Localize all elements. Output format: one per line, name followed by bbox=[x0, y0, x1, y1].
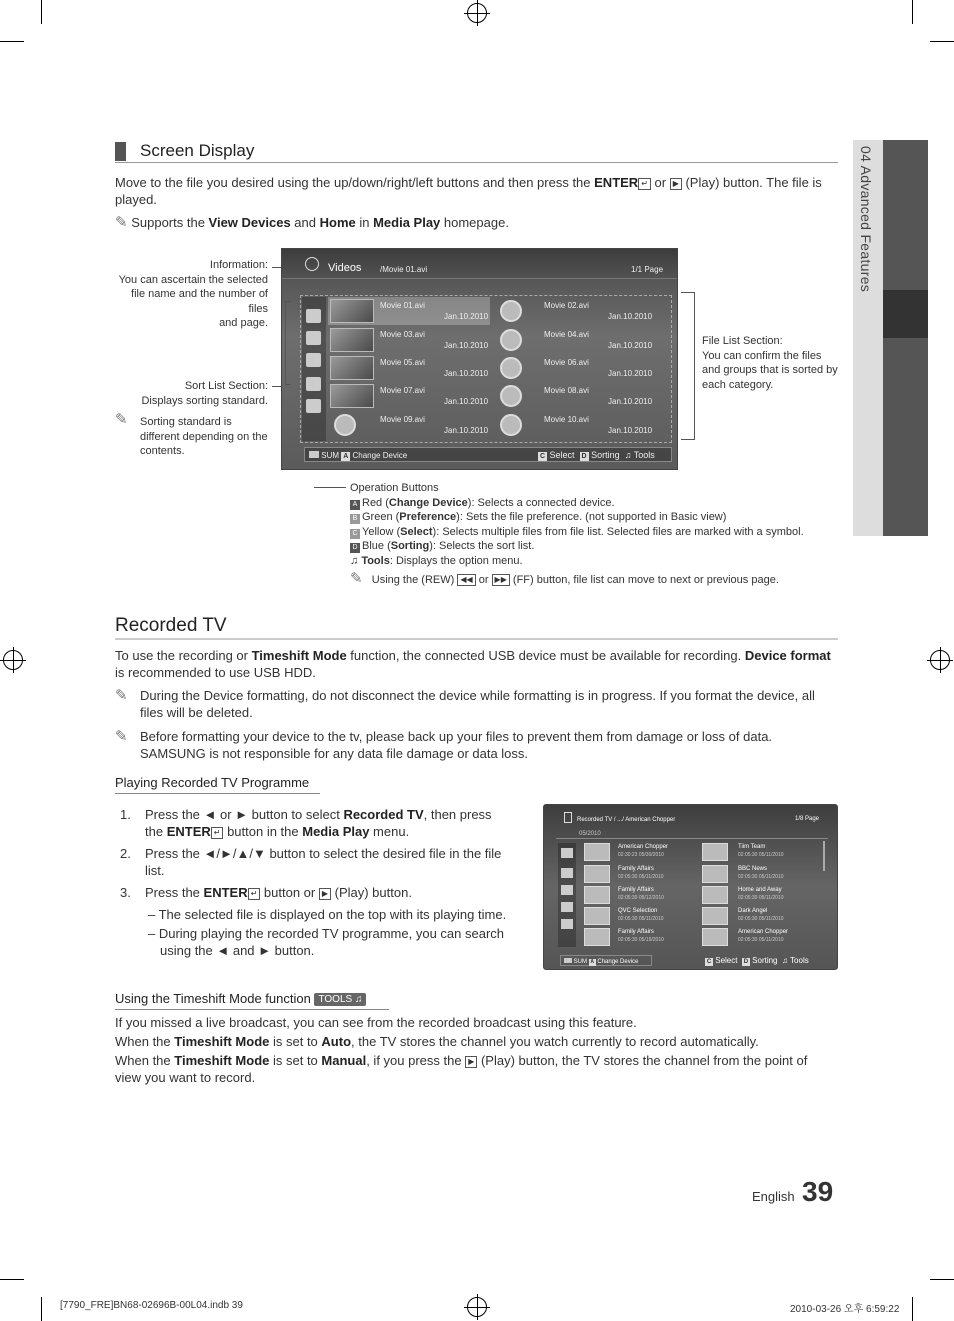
crop-mark bbox=[41, 0, 42, 24]
note-pencil-icon: ✎ bbox=[115, 411, 128, 428]
enter-icon: ↵ bbox=[638, 178, 651, 190]
file-item[interactable]: Movie 08.avi Jan.10.2010 bbox=[494, 382, 664, 410]
sort-list[interactable] bbox=[302, 297, 326, 441]
file-item[interactable]: Movie 01.avi Jan.10.2010 bbox=[328, 297, 490, 325]
page-indicator: 1/1 Page bbox=[631, 265, 664, 274]
recorded-tv-note-2: ✎ Before formatting your device to the tv, please back up your files to prevent them from damage or loss of data. SAMSUNG is not responsible for any data file damage or data loss. bbox=[115, 728, 773, 761]
registration-mark-icon bbox=[467, 1297, 487, 1317]
operation-bar: SUM A Change Device bbox=[560, 955, 652, 966]
list-icon[interactable] bbox=[306, 331, 321, 345]
film-reel-icon bbox=[500, 385, 522, 407]
file-path: Recorded TV / .../ American Chopper bbox=[577, 817, 676, 823]
subheading-playing-recorded-tv: Playing Recorded TV Programme bbox=[115, 775, 320, 794]
screen-display-intro: Move to the file you desired using the up/down/right/left buttons and then press the ENTER ↵ or ▶ (Play) button. The file is played. bbox=[115, 175, 822, 207]
chapter-label: 04 Advanced Features bbox=[858, 146, 874, 293]
enter-icon: ↵ bbox=[211, 827, 224, 839]
file-list-annotation: File List Section: You can confirm the files and groups that is sorted by each category. bbox=[702, 335, 838, 391]
screen-display-note: ✎ Supports the View Devices and Home in Media Play homepage. bbox=[115, 214, 509, 231]
folder-icon[interactable] bbox=[306, 309, 321, 323]
subheading-timeshift: Using the Timeshift Mode function TOOLS ♫ bbox=[115, 991, 389, 1010]
registration-mark-icon bbox=[3, 650, 23, 670]
file-item[interactable]: Movie 05.avi Jan.10.2010 bbox=[328, 354, 490, 382]
list-icon bbox=[561, 848, 573, 858]
sort-list-annotation: Sort List Section: Displays sorting standard. bbox=[141, 380, 268, 407]
footer-language: English bbox=[752, 1189, 795, 1204]
registration-mark-icon bbox=[467, 3, 487, 23]
star-icon bbox=[561, 919, 573, 929]
film-reel-icon bbox=[500, 414, 522, 436]
section-heading-recorded-tv: Recorded TV bbox=[115, 615, 838, 640]
calendar-icon[interactable] bbox=[306, 353, 321, 367]
scrollbar[interactable] bbox=[823, 841, 825, 871]
change-device-button[interactable]: Change Device bbox=[597, 959, 639, 965]
film-reel-icon bbox=[500, 300, 522, 322]
channel-icon bbox=[561, 902, 573, 912]
note-pencil-icon: ✎ bbox=[115, 687, 128, 704]
information-annotation: Information: You can ascertain the selected file name and the number of files and page. bbox=[118, 259, 268, 329]
operation-buttons: Operation Buttons A Red (Change Device): Selects a connected device. B Green (Preference): Sets the file preference. (not supported in Basic view) C Yellow (Select): Selects multiple files from file list. Selected files are marked with a symbol. D Blue (Sorting): Selects the sort list. ♫ Tools: Displays the option menu. ✎ Using the (REW) ◀◀ or ▶▶ (FF) button, file list can move to next or previous page. bbox=[350, 482, 804, 587]
tools-icon: ♫ bbox=[624, 450, 632, 460]
star-icon[interactable] bbox=[306, 399, 321, 413]
recorded-tv-screen: Recorded TV / .../ American Chopper 1/8 Page 05/2010 American Chopper 02:30:23 05/30/2010 Tiim Team 02:05:30 05/11/2010 Family Affairs 02:05:30 05/11/2010 BBC News 02:05:30 05/11/2010 Family Affairs 02:05:30 05/12/2010 Home and Away 02:05:30 05/11/2010 QVC Selection 02:05:30 05/11/2010 Dark Angel 02:05:30 05/11/2010 Family Affairs 02:05:30 05/19/2010 American Chopper 02:05:30 05/11/2010 SUM A Change Device C Select D Sorting ♫ Tools bbox=[543, 804, 838, 970]
media-play-video-screen bbox=[281, 248, 678, 470]
recording-item[interactable]: Dark Angel 02:05:30 05/11/2010 bbox=[700, 906, 812, 926]
recording-item[interactable]: BBC News 02:05:30 05/11/2010 bbox=[700, 864, 812, 884]
person-icon[interactable] bbox=[306, 377, 321, 391]
crop-mark bbox=[912, 0, 913, 24]
tools-icon: ♫ bbox=[350, 554, 359, 567]
sort-list[interactable] bbox=[558, 843, 576, 947]
note-pencil-icon: ✎ bbox=[350, 570, 363, 587]
film-reel-icon bbox=[334, 414, 356, 436]
tools-badge: TOOLS ♫ bbox=[314, 993, 366, 1006]
file-item[interactable]: Movie 10.avi Jan.10.2010 bbox=[494, 411, 664, 439]
person-icon bbox=[561, 868, 573, 878]
recording-item[interactable]: Family Affairs 02:05:30 05/19/2010 bbox=[582, 927, 694, 947]
play-icon: ▶ bbox=[670, 178, 682, 190]
timeshift-description: If you missed a live broadcast, you can see from the recorded broadcast using this feature. When the Timeshift Mode is set to Auto, the TV stores the channel you watch currently to record automatically. When the Timeshift Mode is set to Manual, if you press the ▶ (Play) button, the TV stores the channel from the point of view you want to record. bbox=[115, 1015, 808, 1085]
operation-bar: SUM A Change Device C Select D Sorting ♫ Tools bbox=[304, 447, 672, 462]
section-heading-screen-display: Screen Display bbox=[115, 140, 838, 163]
recorded-tv-intro: To use the recording or Timeshift Mode function, the connected USB device must be available for recording. Device format is recommended to use USB HDD. bbox=[115, 648, 831, 680]
category-title: Videos bbox=[328, 262, 362, 274]
playing-steps: 1. Press the ◄ or ► button to select Recorded TV, then press the ENTER ↵ button in the Media Play menu. 2. Press the ◄/►/▲/▼ button to select the desired file in the file list. 3. Press the ENTER ↵ button or ▶ (Play) button. – The selected file is displayed on the top with its playing time. – During playing the recorded TV programme, you can search using the ◄ and ► button. bbox=[120, 807, 507, 958]
file-item[interactable]: Movie 09.avi Jan.10.2010 bbox=[328, 411, 490, 439]
print-file-info: [7790_FRE]BN68-02696B-00L04.indb 39 bbox=[60, 1300, 243, 1311]
recording-item[interactable]: Family Affairs 02:05:30 05/11/2010 bbox=[582, 864, 694, 884]
select-button[interactable]: Select bbox=[549, 450, 575, 460]
recording-item[interactable]: Home and Away 02:05:30 05/11/2010 bbox=[700, 885, 812, 905]
file-item[interactable]: Movie 07.avi Jan.10.2010 bbox=[328, 382, 490, 410]
recording-item[interactable]: Family Affairs 02:05:30 05/12/2010 bbox=[582, 885, 694, 905]
crop-mark bbox=[0, 41, 24, 42]
film-reel-icon bbox=[500, 329, 522, 351]
film-reel-icon bbox=[500, 357, 522, 379]
play-icon: ▶ bbox=[319, 888, 331, 900]
select-button[interactable]: Select bbox=[715, 956, 738, 965]
enter-icon: ↵ bbox=[248, 888, 261, 900]
recording-item[interactable]: American Chopper 02:30:23 05/30/2010 bbox=[582, 842, 694, 862]
usb-icon bbox=[564, 958, 572, 963]
calendar-icon bbox=[561, 885, 573, 895]
crop-mark bbox=[930, 41, 954, 42]
recording-item[interactable]: American Chopper 02:05:30 05/11/2010 bbox=[700, 927, 812, 947]
recorded-tv-note-1: ✎ During the Device formatting, do not disconnect the device while formatting is in progress. If you format the device, all files will be deleted. bbox=[115, 687, 815, 720]
file-item[interactable]: Movie 03.avi Jan.10.2010 bbox=[328, 326, 490, 354]
file-item[interactable]: Movie 04.avi Jan.10.2010 bbox=[494, 326, 664, 354]
sort-note: ✎ Sorting standard is different depending on the contents. bbox=[115, 411, 268, 457]
crop-mark bbox=[41, 1297, 42, 1321]
file-path: /Movie 01.avi bbox=[380, 265, 428, 274]
crop-mark bbox=[0, 1279, 24, 1280]
crop-mark bbox=[912, 1297, 913, 1321]
film-reel-icon bbox=[305, 257, 319, 271]
page-number: 39 bbox=[802, 1176, 834, 1207]
file-item[interactable]: Movie 06.avi Jan.10.2010 bbox=[494, 354, 664, 382]
tools-button[interactable]: Tools bbox=[790, 956, 809, 965]
list-icon bbox=[564, 812, 572, 823]
recording-item[interactable]: QVC Selection 02:05:30 05/11/2010 bbox=[582, 906, 694, 926]
tools-icon: ♫ bbox=[781, 956, 788, 965]
page-indicator: 1/8 Page bbox=[795, 816, 820, 822]
print-timestamp: 2010-03-26 오후 6:59:22 bbox=[790, 1304, 900, 1315]
note-pencil-icon: ✎ bbox=[115, 214, 128, 231]
usb-icon bbox=[309, 451, 319, 458]
crop-mark bbox=[930, 1279, 954, 1280]
sorting-button[interactable]: Sorting bbox=[591, 450, 620, 460]
sorting-button[interactable]: Sorting bbox=[752, 956, 778, 965]
registration-mark-icon bbox=[930, 650, 950, 670]
tools-icon: ♫ bbox=[354, 994, 363, 1005]
play-icon: ▶ bbox=[465, 1056, 477, 1068]
tools-button[interactable]: Tools bbox=[633, 450, 655, 460]
file-item[interactable]: Movie 02.avi Jan.10.2010 bbox=[494, 297, 664, 325]
recording-item[interactable]: Tiim Team 02:05:30 05/11/2010 bbox=[700, 842, 812, 862]
rewind-icon: ◀◀ bbox=[457, 574, 475, 586]
note-pencil-icon: ✎ bbox=[115, 728, 128, 745]
fast-forward-icon: ▶▶ bbox=[492, 574, 510, 586]
change-device-button[interactable]: Change Device bbox=[352, 451, 408, 460]
